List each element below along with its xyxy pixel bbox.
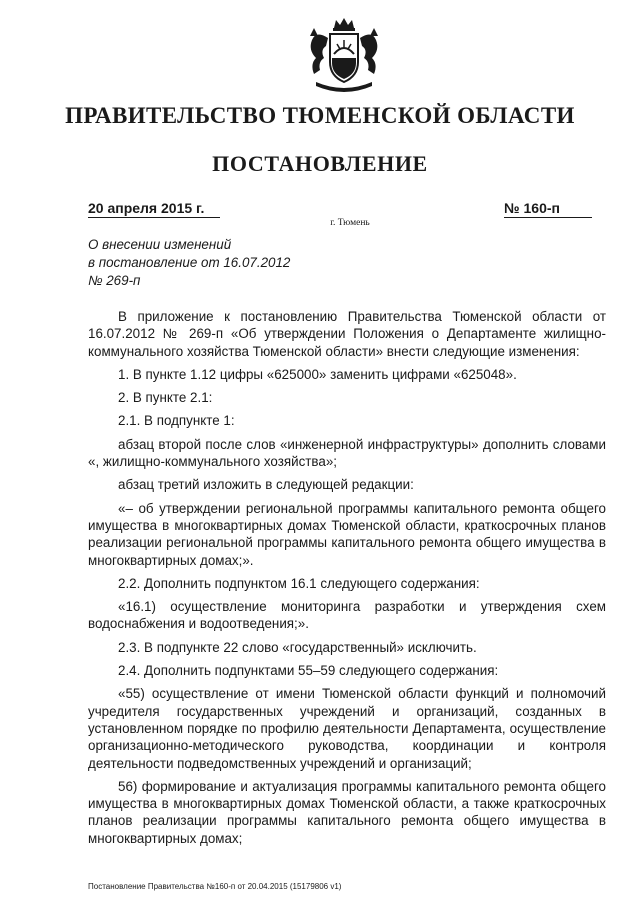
government-title: ПРАВИТЕЛЬСТВО ТЮМЕНСКОЙ ОБЛАСТИ <box>65 103 575 128</box>
body-paragraph: 2.1. В подпункте 1: <box>118 413 235 429</box>
coat-of-arms-emblem <box>296 14 392 100</box>
body-paragraph: абзац второй после слов «инженерной инфраструктуры» дополнить словами «, жилищно-коммунального хозяйства»; <box>88 436 606 470</box>
document-body <box>88 308 606 853</box>
subject-line: в постановление от 16.07.2012 <box>88 255 291 270</box>
body-paragraph: «55) осуществление от имени Тюменской области функций и полномочий учредителя государственных учреждений и организаций, созданных в установленном порядке по профилю деятельности Департамента, осуществление организационно-методического руководства, координации и контроля деятельности подведомственных учреждений и организаций; <box>88 686 606 771</box>
body-paragraph: 56) формирование и актуализация программы капитального ремонта общего имущества в многоквартирных домах Тюменской области, а также краткосрочных планов реализации программы капитального ремонта общего имущества в многоквартирных домах; <box>88 778 606 846</box>
body-paragraph: абзац третий изложить в следующей редакции: <box>118 477 414 493</box>
subject-line: № 269-п <box>88 273 141 288</box>
subject-line: О внесении изменений <box>88 237 232 252</box>
document-footer: Постановление Правительства №160-п от 20.04.2015 (15179806 v1) <box>88 882 342 891</box>
document-number: № 160-п <box>504 200 592 218</box>
document-subject <box>88 236 348 290</box>
body-paragraph: В приложение к постановлению Правительства Тюменской области от 16.07.2012 № 269-п «Об утверждении Положения о Департаменте жилищно-коммунального хозяйства Тюменской области» внести следующие изменения: <box>88 309 606 359</box>
body-paragraph: 2.3. В подпункте 22 слово «государственный» исключить. <box>118 639 477 655</box>
body-paragraph: 2.2. Дополнить подпунктом 16.1 следующего содержания: <box>118 575 480 591</box>
body-paragraph: 1. В пункте 1.12 цифры «625000» заменить цифрами «625048». <box>118 366 517 382</box>
body-paragraph: «– об утверждении региональной программы капитального ремонта общего имущества в многоквартирных домах Тюменской области, краткосрочных планов реализации региональной программы капитального ремонта общего имущества в многоквартирных домах;». <box>88 500 606 568</box>
body-paragraph: 2. В пункте 2.1: <box>118 390 213 406</box>
body-paragraph: 2.4. Дополнить подпунктами 55–59 следующего содержания: <box>118 663 499 679</box>
document-type-heading: ПОСТАНОВЛЕНИЕ <box>212 151 428 176</box>
document-date: 20 апреля 2015 г. <box>88 200 220 218</box>
document-city: г. Тюмень <box>330 218 370 228</box>
body-paragraph: «16.1) осуществление мониторинга разработки и утверждения схем водоснабжения и водоотведения;». <box>88 599 606 632</box>
